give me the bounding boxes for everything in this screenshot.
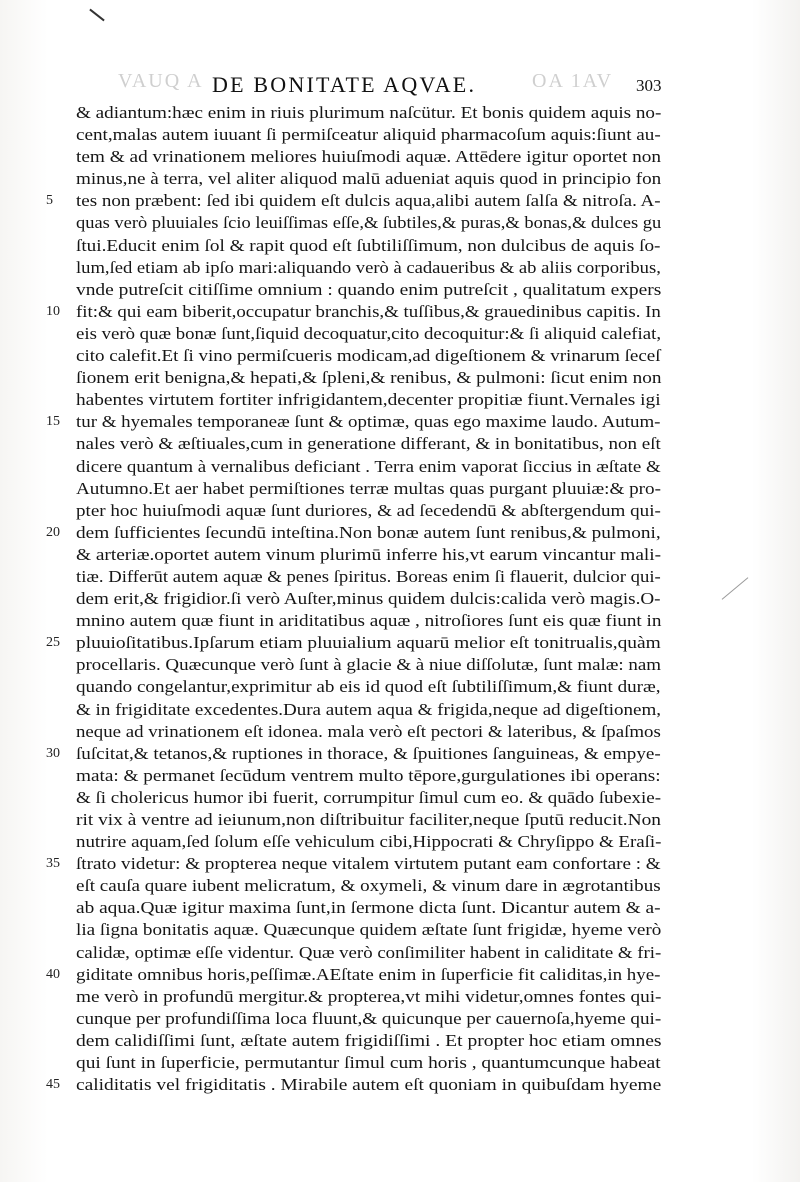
line-number: 35 bbox=[46, 856, 60, 872]
line-text: cito calefit.Et ſi vino permiſcueris modicam,ad digeſtionem & vrinarum ſeceſ bbox=[76, 346, 661, 366]
text-line bbox=[76, 610, 661, 632]
text-line bbox=[76, 500, 661, 522]
text-line bbox=[46, 632, 661, 654]
line-text: dem ſufficientes ſecundū inteſtina.Non bonæ autem ſunt renibus,& pulmoni, bbox=[76, 522, 661, 542]
text-line bbox=[46, 1074, 662, 1096]
line-number: 5 bbox=[46, 193, 53, 209]
text-line bbox=[76, 478, 661, 500]
line-text: & in frigiditate excedentes.Dura autem aqua & frigida,neque ad digeſtionem, bbox=[76, 699, 662, 719]
line-number: 30 bbox=[46, 745, 60, 761]
text-line bbox=[76, 235, 661, 257]
line-number: 20 bbox=[46, 524, 60, 540]
line-text: nales verò & æſtiuales,cum in generatione differant, & in bonitatibus, non eſt bbox=[76, 434, 661, 454]
page-number: 303 bbox=[636, 76, 662, 95]
text-line bbox=[76, 456, 661, 478]
text-line bbox=[76, 1052, 661, 1074]
line-text: giditate omnibus horis,peſſimæ.AEſtate enim in ſuperficie fit caliditas,in hye- bbox=[76, 964, 661, 984]
text-line bbox=[46, 964, 661, 986]
line-number: 45 bbox=[46, 1077, 60, 1093]
line-text: pter hoc huiuſmodi aquæ ſunt duriores, & ad ſecedendū & abſtergendum qui- bbox=[76, 500, 661, 520]
line-text: mnino autem quæ fiunt in ariditatibus aquæ , nitroſiores ſunt eis quæ fiunt in bbox=[76, 611, 662, 631]
text-line bbox=[76, 102, 661, 124]
text-line bbox=[76, 257, 661, 279]
text-line bbox=[76, 765, 661, 787]
text-line bbox=[46, 411, 661, 433]
line-text: fit:& qui eam biberit,occupatur branchis,& tuſſibus,& grauedinibus capitis. In bbox=[76, 301, 661, 321]
line-text: tiæ. Differūt autem aquæ & penes ſpiritus. Boreas enim ſi flauerit, dulcior qui- bbox=[76, 566, 661, 586]
line-text: Autumno.Et aer habet permiſtiones terræ multas quas purgant pluuiæ:& pro- bbox=[76, 478, 661, 498]
text-line bbox=[76, 809, 661, 831]
line-text: ſtrato videtur: & propterea neque vitalem virtutem putant eam confortare : & bbox=[76, 854, 661, 874]
line-text: eis verò quæ bonæ ſunt,ſiquid decoquatur,cito decoquitur:& ſi aliquid calefiat, bbox=[76, 323, 662, 343]
ghost-text-left: VAUQ A bbox=[118, 70, 204, 92]
text-line bbox=[76, 875, 661, 897]
line-text: caliditatis vel frigiditatis . Mirabile autem eſt quoniam in quibuſdam hyeme bbox=[76, 1075, 662, 1095]
line-text: procellaris. Quæcunque verò ſunt à glacie & à niue diſſolutæ, ſunt malæ: nam bbox=[76, 655, 661, 675]
line-text: dicere quantum à vernalibus deficiant . Terra enim vaporat ſiccius in æſtate & bbox=[76, 456, 661, 476]
text-line bbox=[76, 787, 661, 809]
text-line bbox=[76, 654, 661, 676]
text-line bbox=[76, 566, 661, 588]
line-text: habentes virtutem fortiter infrigidantem,decenter propitiæ fiunt.Vernales igi bbox=[76, 390, 661, 410]
line-text: calidæ, optimæ eſſe videntur. Quæ verò conſimiliter habent in caliditate & fri- bbox=[76, 942, 662, 962]
text-line bbox=[76, 919, 661, 941]
text-line bbox=[46, 301, 661, 323]
line-text: dem erit,& frigidior.ſi verò Auſter,minus quidem dulcis:calida verò magis.O- bbox=[76, 589, 661, 609]
text-line bbox=[76, 1008, 661, 1030]
text-line bbox=[76, 588, 661, 610]
line-text: pluuioſitatibus.Ipſarum etiam pluuialium aquarū melior eſt tonitrualis,quàm bbox=[76, 633, 661, 653]
text-line bbox=[76, 544, 661, 566]
line-text: & arteriæ.oportet autem vinum plurimū inferre his,vt earum vincantur mali- bbox=[76, 544, 662, 564]
text-line bbox=[76, 721, 661, 743]
line-text: vnde putreſcit citiſſime omnium : quando enim putreſcit , qualitatum expers bbox=[76, 279, 662, 299]
line-text: eſt cauſa quare iubent melicratum, & oxymeli, & vinum dare in ægrotantibus bbox=[76, 876, 661, 896]
text-line bbox=[76, 986, 661, 1008]
line-text: ſtui.Educit enim ſol & rapit quod eſt ſubtiliſſimum, non dulcibus de aquis ſo- bbox=[76, 235, 661, 255]
margin-pencil-mark bbox=[722, 577, 749, 600]
text-line bbox=[46, 743, 661, 765]
text-line bbox=[76, 323, 661, 345]
line-text: cunque per profundiſſima loca fluunt,& quicunque per cauernoſa,hyeme qui- bbox=[76, 1008, 662, 1028]
line-text: ſionem erit benigna,& hepati,& ſpleni,& renibus, & pulmoni: ſicut enim non bbox=[76, 368, 662, 388]
text-line bbox=[46, 853, 661, 875]
text-line bbox=[76, 831, 661, 853]
running-title: DE BONITATE AQVAE. bbox=[212, 72, 477, 97]
text-line bbox=[76, 676, 661, 698]
body-text bbox=[46, 102, 662, 1096]
text-line bbox=[76, 942, 661, 964]
line-text: tes non præbent: ſed ibi quidem eſt dulcis aqua,alibi autem ſalſa & nitroſa. A- bbox=[76, 191, 661, 211]
stray-ink-mark bbox=[89, 9, 104, 22]
text-line bbox=[76, 699, 661, 721]
line-text: ab aqua.Quæ igitur maxima ſunt,in ſermone dicta ſunt. Dicantur autem & a- bbox=[76, 898, 661, 918]
line-text: rit vix à ventre ad ieiunum,non diſtribuitur faciliter,neque ſputū reducit.Non bbox=[76, 810, 661, 829]
text-line bbox=[76, 389, 661, 411]
line-text: cent,malas autem iuuant ſi permiſceatur aliquid pharmacoſum aquis:ſiunt au- bbox=[76, 125, 661, 145]
text-line bbox=[76, 433, 661, 455]
text-line bbox=[76, 146, 661, 168]
line-text: lum,ſed etiam ab ipſo mari:aliquando verò à cadaueribus & ab aliis corporibus, bbox=[76, 257, 661, 277]
line-text: tur & hyemales temporaneæ ſunt & optimæ, quas ego maxime laudo. Autum- bbox=[76, 412, 661, 432]
line-text: lia ſigna bonitatis aquæ. Quæcunque quidem æſtate ſunt frigidæ, hyeme verò bbox=[76, 920, 662, 940]
text-line bbox=[76, 367, 661, 389]
line-text: & ſi cholericus humor ibi fuerit, corrumpitur ſimul cum eo. & quādo ſubexie- bbox=[76, 787, 662, 807]
text-line bbox=[76, 1030, 661, 1052]
text-line bbox=[76, 168, 661, 190]
text-line bbox=[76, 897, 661, 919]
ghost-text-right: OA 1AV bbox=[532, 70, 614, 92]
line-text: quando congelantur,exprimitur ab eis id quod eſt ſubtiliſſimum,& fiunt duræ, bbox=[76, 677, 661, 697]
text-line bbox=[76, 279, 661, 301]
line-text: nutrire aquam,ſed ſolum eſſe vehiculum cibi,Hippocrati & Chryſippo & Eraſi- bbox=[76, 832, 662, 852]
text-line bbox=[76, 212, 661, 234]
line-number: 40 bbox=[46, 966, 60, 982]
text-line bbox=[76, 124, 661, 146]
text-line bbox=[46, 522, 661, 544]
line-text: tem & ad vrinationem meliores huiuſmodi aquæ. Attēdere igitur oportet non bbox=[76, 147, 662, 167]
line-text: ſuſcitat,& tetanos,& ruptiones in thorace, & ſpuitiones ſanguineas, & empye- bbox=[76, 743, 661, 763]
line-text: quas verò pluuiales ſcio leuiſſimas eſſe,& ſubtiles,& puras,& bonas,& dulces gu bbox=[76, 213, 662, 233]
line-text: qui ſunt in ſuperficie, permutantur ſimul cum horis , quantumcunque habeat bbox=[76, 1053, 661, 1073]
line-text: neque ad vrinationem eſt idonea. mala verò eſt pectori & lateribus, & ſpaſmos bbox=[76, 721, 661, 741]
line-text: me verò in profundū mergitur.& propterea,vt mihi videtur,omnes fontes qui- bbox=[76, 986, 662, 1006]
line-text: & adiantum:hæc enim in riuis plurimum naſcütur. Et bonis quidem aquis no- bbox=[76, 103, 662, 122]
line-number: 25 bbox=[46, 635, 60, 651]
line-text: dem calidiſſimi ſunt, æſtate autem frigidiſſimi . Et propter hoc etiam omnes bbox=[76, 1030, 662, 1050]
line-number: 15 bbox=[46, 414, 60, 430]
text-line bbox=[76, 345, 661, 367]
line-number: 10 bbox=[46, 303, 60, 319]
text-line bbox=[46, 190, 661, 212]
line-text: mata: & permanet ſecūdum ventrem multo tēpore,gurgulationes ibi operans: bbox=[76, 765, 661, 785]
line-text: minus,ne à terra, vel aliter aliquod malū adueniat aquis quod in principio fon bbox=[76, 169, 662, 189]
